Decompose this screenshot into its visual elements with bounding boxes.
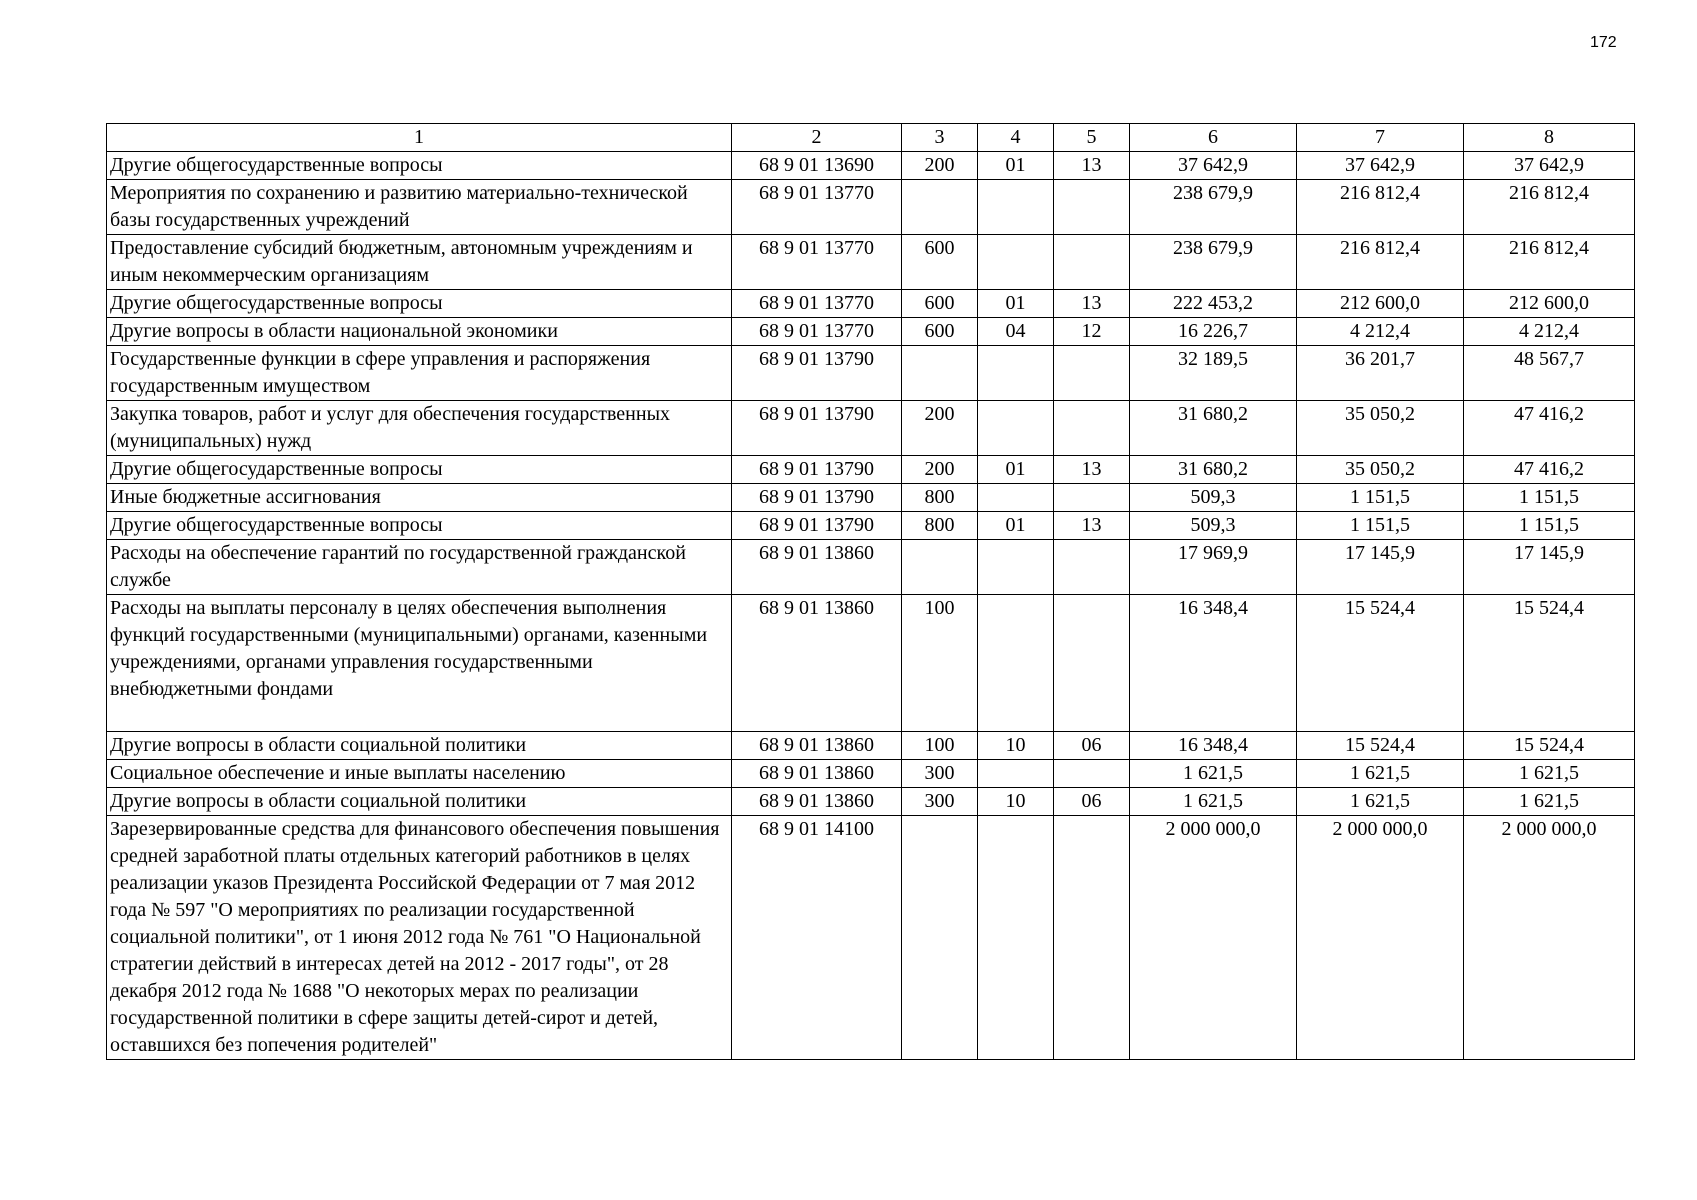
row-name-cell: Закупка товаров, работ и услуг для обеспечения государственных (муниципальных) нужд (107, 401, 732, 456)
row-name-cell: Другие вопросы в области национальной экономики (107, 318, 732, 346)
subsection-cell: 13 (1054, 152, 1130, 180)
amount-col7-cell: 17 145,9 (1297, 540, 1464, 595)
subsection-cell: 13 (1054, 290, 1130, 318)
table-row (107, 732, 1635, 760)
amount-col6-cell: 1 621,5 (1130, 760, 1297, 788)
section-cell (978, 816, 1054, 1060)
header-cell: 7 (1297, 124, 1464, 152)
amount-col6-cell: 16 226,7 (1130, 318, 1297, 346)
row-name-cell: Другие общегосударственные вопросы (107, 456, 732, 484)
target-code-cell: 68 9 01 13860 (732, 540, 902, 595)
amount-col8-cell: 47 416,2 (1464, 401, 1635, 456)
row-name-cell: Другие вопросы в области социальной политики (107, 732, 732, 760)
amount-col8-cell: 48 567,7 (1464, 346, 1635, 401)
table-row (107, 595, 1635, 732)
row-name-cell: Государственные функции в сфере управления и распоряжения государственным имуществом (107, 346, 732, 401)
target-code-cell: 68 9 01 13790 (732, 401, 902, 456)
target-code-cell: 68 9 01 13860 (732, 760, 902, 788)
amount-col8-cell: 47 416,2 (1464, 456, 1635, 484)
table-row (107, 512, 1635, 540)
row-name-cell: Социальное обеспечение и иные выплаты населению (107, 760, 732, 788)
row-name-cell: Расходы на выплаты персоналу в целях обеспечения выполнения функций государственными (муниципальными) органами, казенными учреждениями, органами управления государственными внебюджетными фондами (107, 595, 732, 732)
target-code-cell: 68 9 01 13770 (732, 180, 902, 235)
target-code-cell: 68 9 01 14100 (732, 816, 902, 1060)
target-code-cell: 68 9 01 13790 (732, 512, 902, 540)
target-code-cell: 68 9 01 13790 (732, 484, 902, 512)
section-cell (978, 401, 1054, 456)
expense-type-cell: 300 (902, 760, 978, 788)
amount-col8-cell: 1 621,5 (1464, 760, 1635, 788)
amount-col7-cell: 212 600,0 (1297, 290, 1464, 318)
target-code-cell: 68 9 01 13860 (732, 788, 902, 816)
target-code-cell: 68 9 01 13790 (732, 346, 902, 401)
target-code-cell: 68 9 01 13860 (732, 595, 902, 732)
section-cell: 01 (978, 456, 1054, 484)
amount-col6-cell: 32 189,5 (1130, 346, 1297, 401)
amount-col8-cell: 1 621,5 (1464, 788, 1635, 816)
amount-col8-cell: 4 212,4 (1464, 318, 1635, 346)
expense-type-cell: 600 (902, 290, 978, 318)
row-name-cell: Другие общегосударственные вопросы (107, 512, 732, 540)
table-row (107, 484, 1635, 512)
row-name-cell: Мероприятия по сохранению и развитию материально-технической базы государственных учреждений (107, 180, 732, 235)
subsection-cell: 06 (1054, 732, 1130, 760)
expense-type-cell: 600 (902, 318, 978, 346)
amount-col7-cell: 15 524,4 (1297, 595, 1464, 732)
amount-col8-cell: 1 151,5 (1464, 512, 1635, 540)
amount-col6-cell: 238 679,9 (1130, 180, 1297, 235)
expense-type-cell (902, 816, 978, 1060)
amount-col6-cell: 16 348,4 (1130, 732, 1297, 760)
subsection-cell: 06 (1054, 788, 1130, 816)
amount-col8-cell: 17 145,9 (1464, 540, 1635, 595)
header-cell: 8 (1464, 124, 1635, 152)
table-body (107, 124, 1635, 1060)
table-row (107, 816, 1635, 1060)
section-cell (978, 760, 1054, 788)
target-code-cell: 68 9 01 13770 (732, 235, 902, 290)
table-row (107, 456, 1635, 484)
expense-type-cell: 600 (902, 235, 978, 290)
expense-type-cell: 200 (902, 401, 978, 456)
target-code-cell: 68 9 01 13690 (732, 152, 902, 180)
subsection-cell (1054, 401, 1130, 456)
table-row (107, 290, 1635, 318)
table-row (107, 180, 1635, 235)
section-cell: 10 (978, 788, 1054, 816)
amount-col8-cell: 212 600,0 (1464, 290, 1635, 318)
subsection-cell: 12 (1054, 318, 1130, 346)
header-cell: 4 (978, 124, 1054, 152)
header-cell: 6 (1130, 124, 1297, 152)
expense-type-cell (902, 540, 978, 595)
expense-type-cell: 300 (902, 788, 978, 816)
row-name-cell: Другие общегосударственные вопросы (107, 152, 732, 180)
amount-col6-cell: 222 453,2 (1130, 290, 1297, 318)
expense-type-cell: 100 (902, 732, 978, 760)
amount-col7-cell: 35 050,2 (1297, 456, 1464, 484)
amount-col7-cell: 37 642,9 (1297, 152, 1464, 180)
table-row (107, 152, 1635, 180)
row-name-cell: Другие вопросы в области социальной политики (107, 788, 732, 816)
amount-col8-cell: 216 812,4 (1464, 180, 1635, 235)
section-cell: 10 (978, 732, 1054, 760)
subsection-cell (1054, 816, 1130, 1060)
row-name-cell: Зарезервированные средства для финансового обеспечения повышения средней заработной платы отдельных категорий работников в целях реализации указов Президента Российской Федерации от 7 мая 2012 года № 597 "О мероприятиях по реализации государственной социальной политики", от 1 июня 2012 года № 761 "О Национальной стратегии действий в интересах детей на 2012 - 2017 годы", от 28 декабря 2012 года № 1688 "О некоторых мерах по реализации государственной политики в сфере защиты детей-сирот и детей, оставшихся без попечения родителей" (107, 816, 732, 1060)
amount-col6-cell: 2 000 000,0 (1130, 816, 1297, 1060)
amount-col8-cell: 2 000 000,0 (1464, 816, 1635, 1060)
section-cell (978, 235, 1054, 290)
header-row (107, 124, 1635, 152)
amount-col6-cell: 238 679,9 (1130, 235, 1297, 290)
amount-col7-cell: 1 621,5 (1297, 760, 1464, 788)
amount-col6-cell: 16 348,4 (1130, 595, 1297, 732)
amount-col7-cell: 35 050,2 (1297, 401, 1464, 456)
amount-col7-cell: 1 151,5 (1297, 484, 1464, 512)
table-row (107, 235, 1635, 290)
section-cell (978, 484, 1054, 512)
table-row (107, 760, 1635, 788)
amount-col8-cell: 15 524,4 (1464, 595, 1635, 732)
subsection-cell (1054, 595, 1130, 732)
expense-type-cell: 800 (902, 484, 978, 512)
section-cell: 04 (978, 318, 1054, 346)
amount-col7-cell: 216 812,4 (1297, 235, 1464, 290)
amount-col8-cell: 216 812,4 (1464, 235, 1635, 290)
table-row (107, 540, 1635, 595)
header-cell: 1 (107, 124, 732, 152)
table-row (107, 346, 1635, 401)
section-cell: 01 (978, 152, 1054, 180)
amount-col7-cell: 2 000 000,0 (1297, 816, 1464, 1060)
subsection-cell: 13 (1054, 456, 1130, 484)
subsection-cell (1054, 760, 1130, 788)
target-code-cell: 68 9 01 13770 (732, 290, 902, 318)
expense-type-cell (902, 180, 978, 235)
expense-type-cell: 200 (902, 152, 978, 180)
amount-col7-cell: 36 201,7 (1297, 346, 1464, 401)
subsection-cell: 13 (1054, 512, 1130, 540)
amount-col6-cell: 31 680,2 (1130, 456, 1297, 484)
amount-col6-cell: 1 621,5 (1130, 788, 1297, 816)
amount-col7-cell: 4 212,4 (1297, 318, 1464, 346)
row-name-cell: Другие общегосударственные вопросы (107, 290, 732, 318)
expense-type-cell: 800 (902, 512, 978, 540)
expense-type-cell: 200 (902, 456, 978, 484)
subsection-cell (1054, 346, 1130, 401)
amount-col6-cell: 509,3 (1130, 512, 1297, 540)
amount-col6-cell: 37 642,9 (1130, 152, 1297, 180)
amount-col8-cell: 37 642,9 (1464, 152, 1635, 180)
row-name-cell: Расходы на обеспечение гарантий по государственной гражданской службе (107, 540, 732, 595)
amount-col7-cell: 216 812,4 (1297, 180, 1464, 235)
table-row (107, 401, 1635, 456)
section-cell (978, 595, 1054, 732)
section-cell (978, 180, 1054, 235)
target-code-cell: 68 9 01 13860 (732, 732, 902, 760)
amount-col6-cell: 17 969,9 (1130, 540, 1297, 595)
header-cell: 5 (1054, 124, 1130, 152)
target-code-cell: 68 9 01 13770 (732, 318, 902, 346)
header-cell: 2 (732, 124, 902, 152)
amount-col6-cell: 31 680,2 (1130, 401, 1297, 456)
subsection-cell (1054, 180, 1130, 235)
section-cell: 01 (978, 290, 1054, 318)
header-cell: 3 (902, 124, 978, 152)
expense-type-cell (902, 346, 978, 401)
section-cell: 01 (978, 512, 1054, 540)
budget-table (106, 123, 1635, 1060)
amount-col6-cell: 509,3 (1130, 484, 1297, 512)
subsection-cell (1054, 235, 1130, 290)
section-cell (978, 540, 1054, 595)
amount-col7-cell: 1 621,5 (1297, 788, 1464, 816)
amount-col8-cell: 1 151,5 (1464, 484, 1635, 512)
target-code-cell: 68 9 01 13790 (732, 456, 902, 484)
table-row (107, 788, 1635, 816)
row-name-cell: Предоставление субсидий бюджетным, автономным учреждениям и иным некоммерческим организациям (107, 235, 732, 290)
table-row (107, 318, 1635, 346)
subsection-cell (1054, 484, 1130, 512)
page-number: 172 (1590, 34, 1617, 51)
expense-type-cell: 100 (902, 595, 978, 732)
section-cell (978, 346, 1054, 401)
row-name-cell: Иные бюджетные ассигнования (107, 484, 732, 512)
amount-col7-cell: 1 151,5 (1297, 512, 1464, 540)
amount-col7-cell: 15 524,4 (1297, 732, 1464, 760)
subsection-cell (1054, 540, 1130, 595)
amount-col8-cell: 15 524,4 (1464, 732, 1635, 760)
